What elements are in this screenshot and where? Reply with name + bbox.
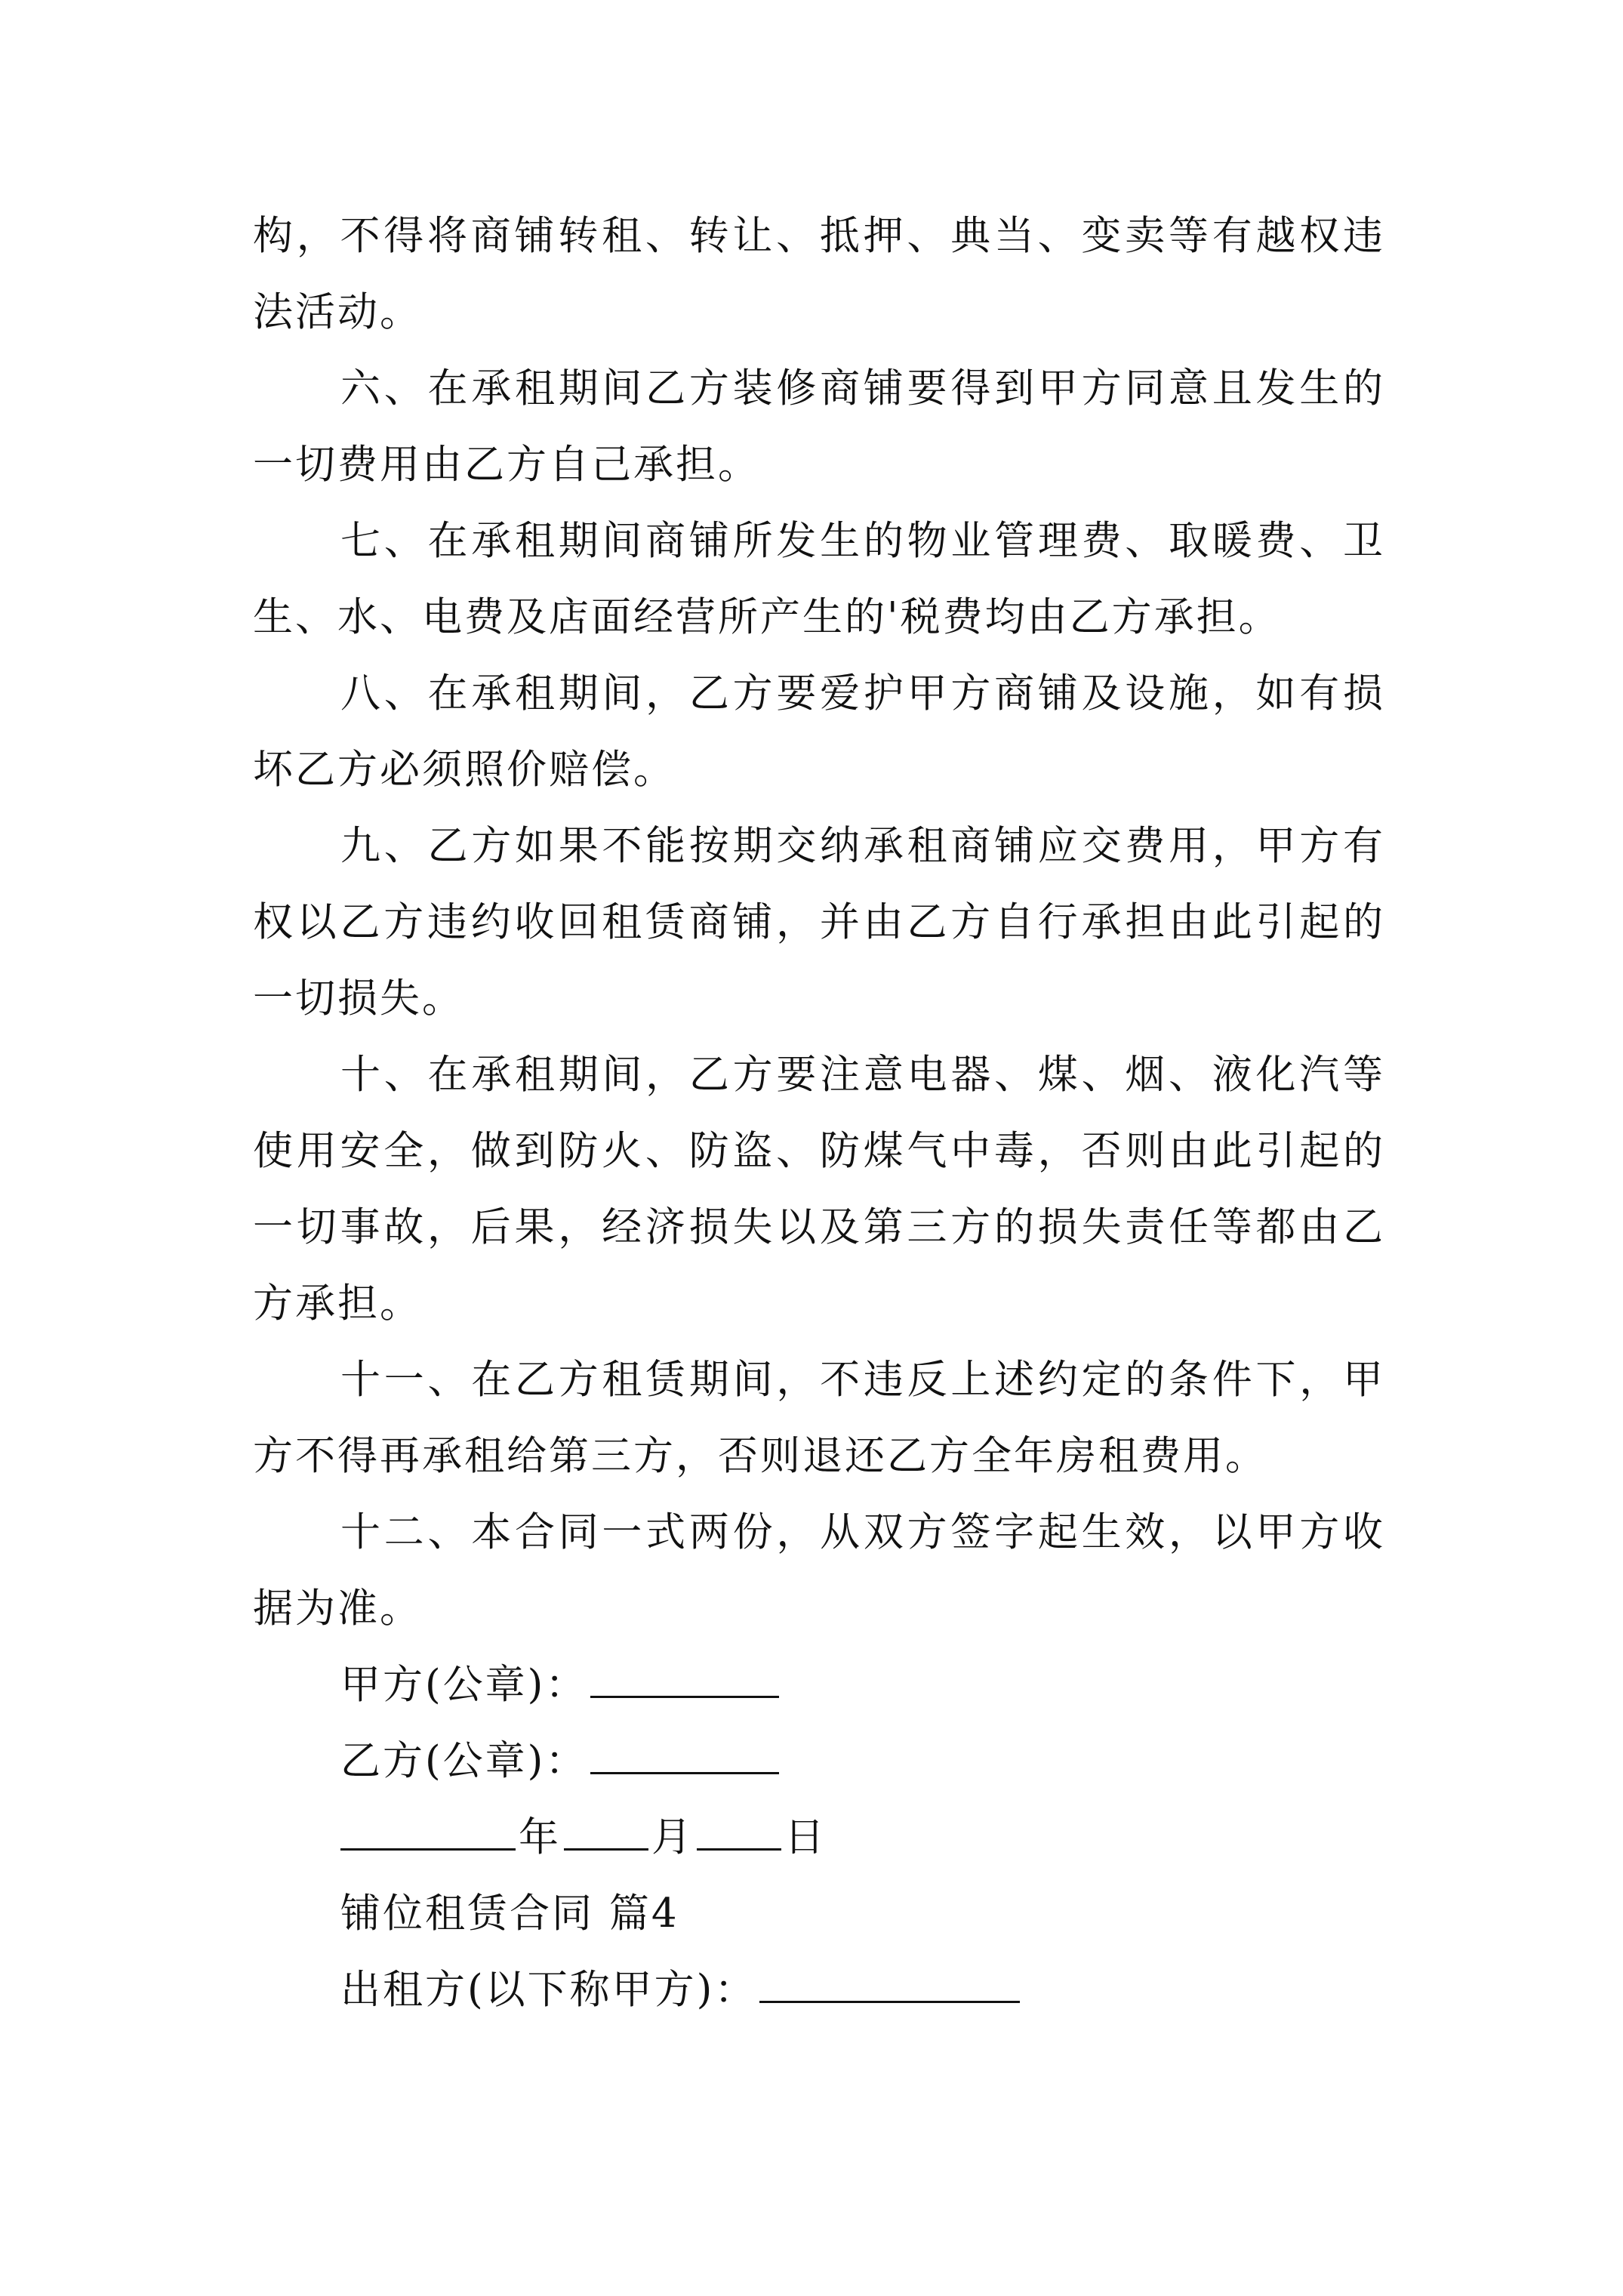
section-title: 铺位租赁合同 篇4	[340, 1891, 679, 1937]
paragraph-clause-9: 九、乙方如果不能按期交纳承租商铺应交费用，甲方有权以乙方违约收回租赁商铺，并由乙方自行承担由此引起的一切损失。	[253, 823, 1385, 1022]
paragraph-clause-8: 八、在承租期间，乙方要爱护甲方商铺及设施，如有损坏乙方必须照价赔偿。	[253, 670, 1385, 793]
year-blank[interactable]	[340, 1804, 516, 1851]
paragraph-clause-12: 十二、本合同一式两份，从双方签字起生效，以甲方收据为准。	[253, 1509, 1385, 1632]
day-blank[interactable]	[697, 1804, 781, 1851]
month-blank[interactable]	[564, 1804, 648, 1851]
lessor-label: 出租方(以下称甲方)：	[340, 1967, 757, 2013]
paragraph-clause-10: 十、在承租期间，乙方要注意电器、煤、烟、液化汽等使用安全，做到防火、防盗、防煤气中毒，否则由此引起的一切事故，后果，经济损失以及第三方的损失责任等都由乙方承担。	[253, 1052, 1385, 1327]
party-b-signature-blank[interactable]	[590, 1728, 779, 1774]
paragraph-clause-5-continuation: 构，不得将商铺转租、转让、抵押、典当、变卖等有越权违法活动。	[253, 213, 1385, 335]
document-body	[253, 198, 1385, 2028]
paragraph-clause-11: 十一、在乙方租赁期间，不违反上述约定的条件下，甲方不得再承租给第三方，否则退还乙方全年房租费用。	[253, 1357, 1385, 1479]
lessor-line	[253, 1952, 1385, 2028]
lessor-name-blank[interactable]	[759, 1957, 1020, 2003]
paragraph-clause-7: 七、在承租期间商铺所发生的物业管理费、取暖费、卫生、水、电费及店面经营所产生的'税费均由乙方承担。	[253, 518, 1385, 640]
party-a-signature-blank[interactable]	[590, 1652, 779, 1698]
party-b-signature-line	[253, 1723, 1385, 1799]
party-a-label: 甲方(公章)：	[340, 1662, 588, 1708]
date-line	[253, 1799, 1385, 1875]
party-b-label: 乙方(公章)：	[340, 1738, 588, 1784]
year-label: 年	[519, 1814, 561, 1860]
day-label: 日	[784, 1814, 827, 1860]
party-a-signature-line	[253, 1647, 1385, 1723]
paragraph-clause-6: 六、在承租期间乙方装修商铺要得到甲方同意且发生的一切费用由乙方自己承担。	[253, 365, 1385, 488]
month-label: 月	[651, 1814, 694, 1860]
